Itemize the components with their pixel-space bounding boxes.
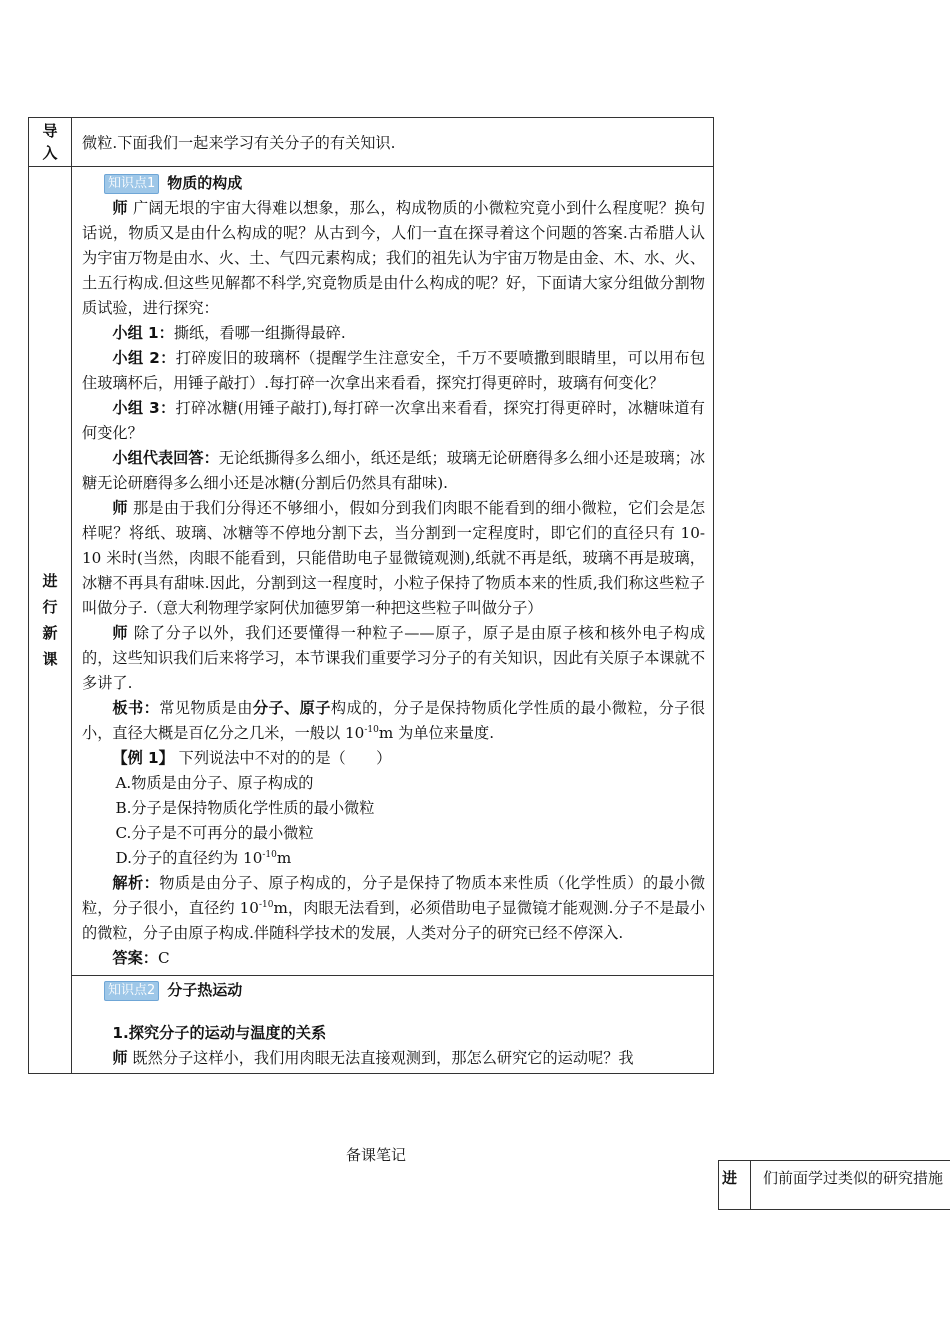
teacher-paragraph-4: 师 既然分子这样小，我们用肉眼无法直接观测到，那怎么研究它的运动呢？我 bbox=[112, 1049, 634, 1067]
intro-content: 微粒.下面我们一起来学习有关分子的有关知识. bbox=[72, 118, 714, 167]
example-question: 【例 1】 下列说法中不对的的是（ ） bbox=[112, 749, 392, 767]
intro-row bbox=[29, 118, 714, 167]
option-c: C.分子是不可再分的最小微粒 bbox=[115, 824, 314, 842]
group-2-paragraph: 小组 2：打碎废旧的玻璃杯（提醒学生注意安全，千万不要喷撒到眼睛里，可以用布包住玻璃杯后，用锤子敲打）.每打碎一次拿出来看看，探究打得更碎时，玻璃有何变化？ bbox=[82, 349, 706, 392]
answer-line: 答案：C bbox=[112, 949, 170, 967]
lesson-table bbox=[28, 117, 714, 1074]
intro-side-label: 导 入 bbox=[29, 118, 72, 167]
representative-answer: 小组代表回答：无论纸撕得多么细小，纸还是纸；玻璃无论研磨得多么细小还是玻璃；冰糖无论研磨得多么细小还是冰糖(分割后仍然具有甜味). bbox=[82, 449, 706, 492]
notes-side-text: 们前面学过类似的研究措施 bbox=[751, 1161, 950, 1210]
option-b: B.分子是保持物质化学性质的最小微粒 bbox=[115, 799, 375, 817]
analysis-paragraph: 解析：物质是由分子、原子构成的，分子是保持了物质本来性质（化学性质）的最小微粒，分子很小，直径约 $10^{-10}m$，肉眼无法看到，必须借助电子显微镜才能观测.分子不是最小的微粒，分子由原子构成.伴随科学技术的发展，人类对分子的研究已经不停深入. bbox=[82, 874, 706, 942]
new-lesson-row bbox=[29, 167, 714, 1074]
knowledge-point-title: 物质的构成 bbox=[167, 174, 243, 192]
blackboard-note: 板书：常见物质是由分子、原子构成的，分子是保持物质化学性质的最小微粒，分子很小，直径大概是百亿分之几米，一般以 $10^{-10}m$ 为单位来量度. bbox=[82, 699, 706, 742]
option-a: A.物质是由分子、原子构成的 bbox=[115, 774, 314, 792]
knowledge-point-1-header bbox=[82, 171, 705, 196]
notes-side-label: 进 bbox=[719, 1161, 751, 1210]
knowledge-point-badge: 知识点1 bbox=[104, 174, 159, 194]
option-d: D.分子的直径约为 $10^{-10}m$ bbox=[115, 849, 292, 867]
knowledge-point-title: 分子热运动 bbox=[167, 981, 243, 999]
subsection-heading: 1.探究分子的运动与温度的关系 bbox=[112, 1024, 327, 1042]
knowledge-point-2-section bbox=[72, 975, 713, 1071]
teacher-paragraph: 师 广阔无垠的宇宙大得难以想象，那么，构成物质的小微粒究竟小到什么程度呢？换句话说，物质又是由什么构成的呢？从古到今，人们一直在探寻着这个问题的答案.古希腊人认为宇宙万物是由水、火、土、气四元素构成；我们的祖先认为宇宙万物是由金、木、水、火、土五行构成.但这些见解都不科学,究竟物质是由什么构成的呢？好，下面请大家分组做分割物质试验，进行探究： bbox=[82, 199, 706, 317]
teacher-paragraph-3: 师 除了分子以外，我们还要懂得一种粒子——原子，原子是由原子核和核外电子构成的，这些知识我们后来将学习，本节课我们重要学习分子的有关知识，因此有关原子本课就不多讲了. bbox=[82, 624, 706, 692]
lesson-notes-label: 备课笔记 bbox=[346, 1146, 407, 1164]
new-lesson-content bbox=[72, 167, 714, 1074]
teacher-paragraph-2: 师 那是由于我们分得还不够细小，假如分到我们肉眼不能看到的细小微粒，它们会是怎样呢？将纸、玻璃、冰糖等不停地分割下去，当分割到一定程度时，即它们的直径只有 10-10 米时(当然，肉眼不能看到，只能借助电子显微镜观测),纸就不再是纸，玻璃不再是玻璃，冰糖不再具有甜味.因此，分割到这一程度时，小粒子保持了物质本来的性质,我们称这些粒子叫做分子.（意大利物理学家阿伏加德罗第一种把这些粒子叫做分子） bbox=[82, 499, 706, 617]
knowledge-point-2-header bbox=[82, 978, 705, 1003]
new-lesson-side-label: 进 行 新 课 bbox=[29, 167, 72, 1074]
group-3-paragraph: 小组 3：打碎冰糖(用锤子敲打),每打碎一次拿出来看看，探究打得更碎时，冰糖味道有何变化？ bbox=[82, 399, 705, 442]
group-1-paragraph: 小组 1：撕纸，看哪一组撕得最碎. bbox=[112, 324, 346, 342]
notes-side-table bbox=[718, 1160, 950, 1210]
knowledge-point-badge: 知识点2 bbox=[104, 981, 159, 1001]
